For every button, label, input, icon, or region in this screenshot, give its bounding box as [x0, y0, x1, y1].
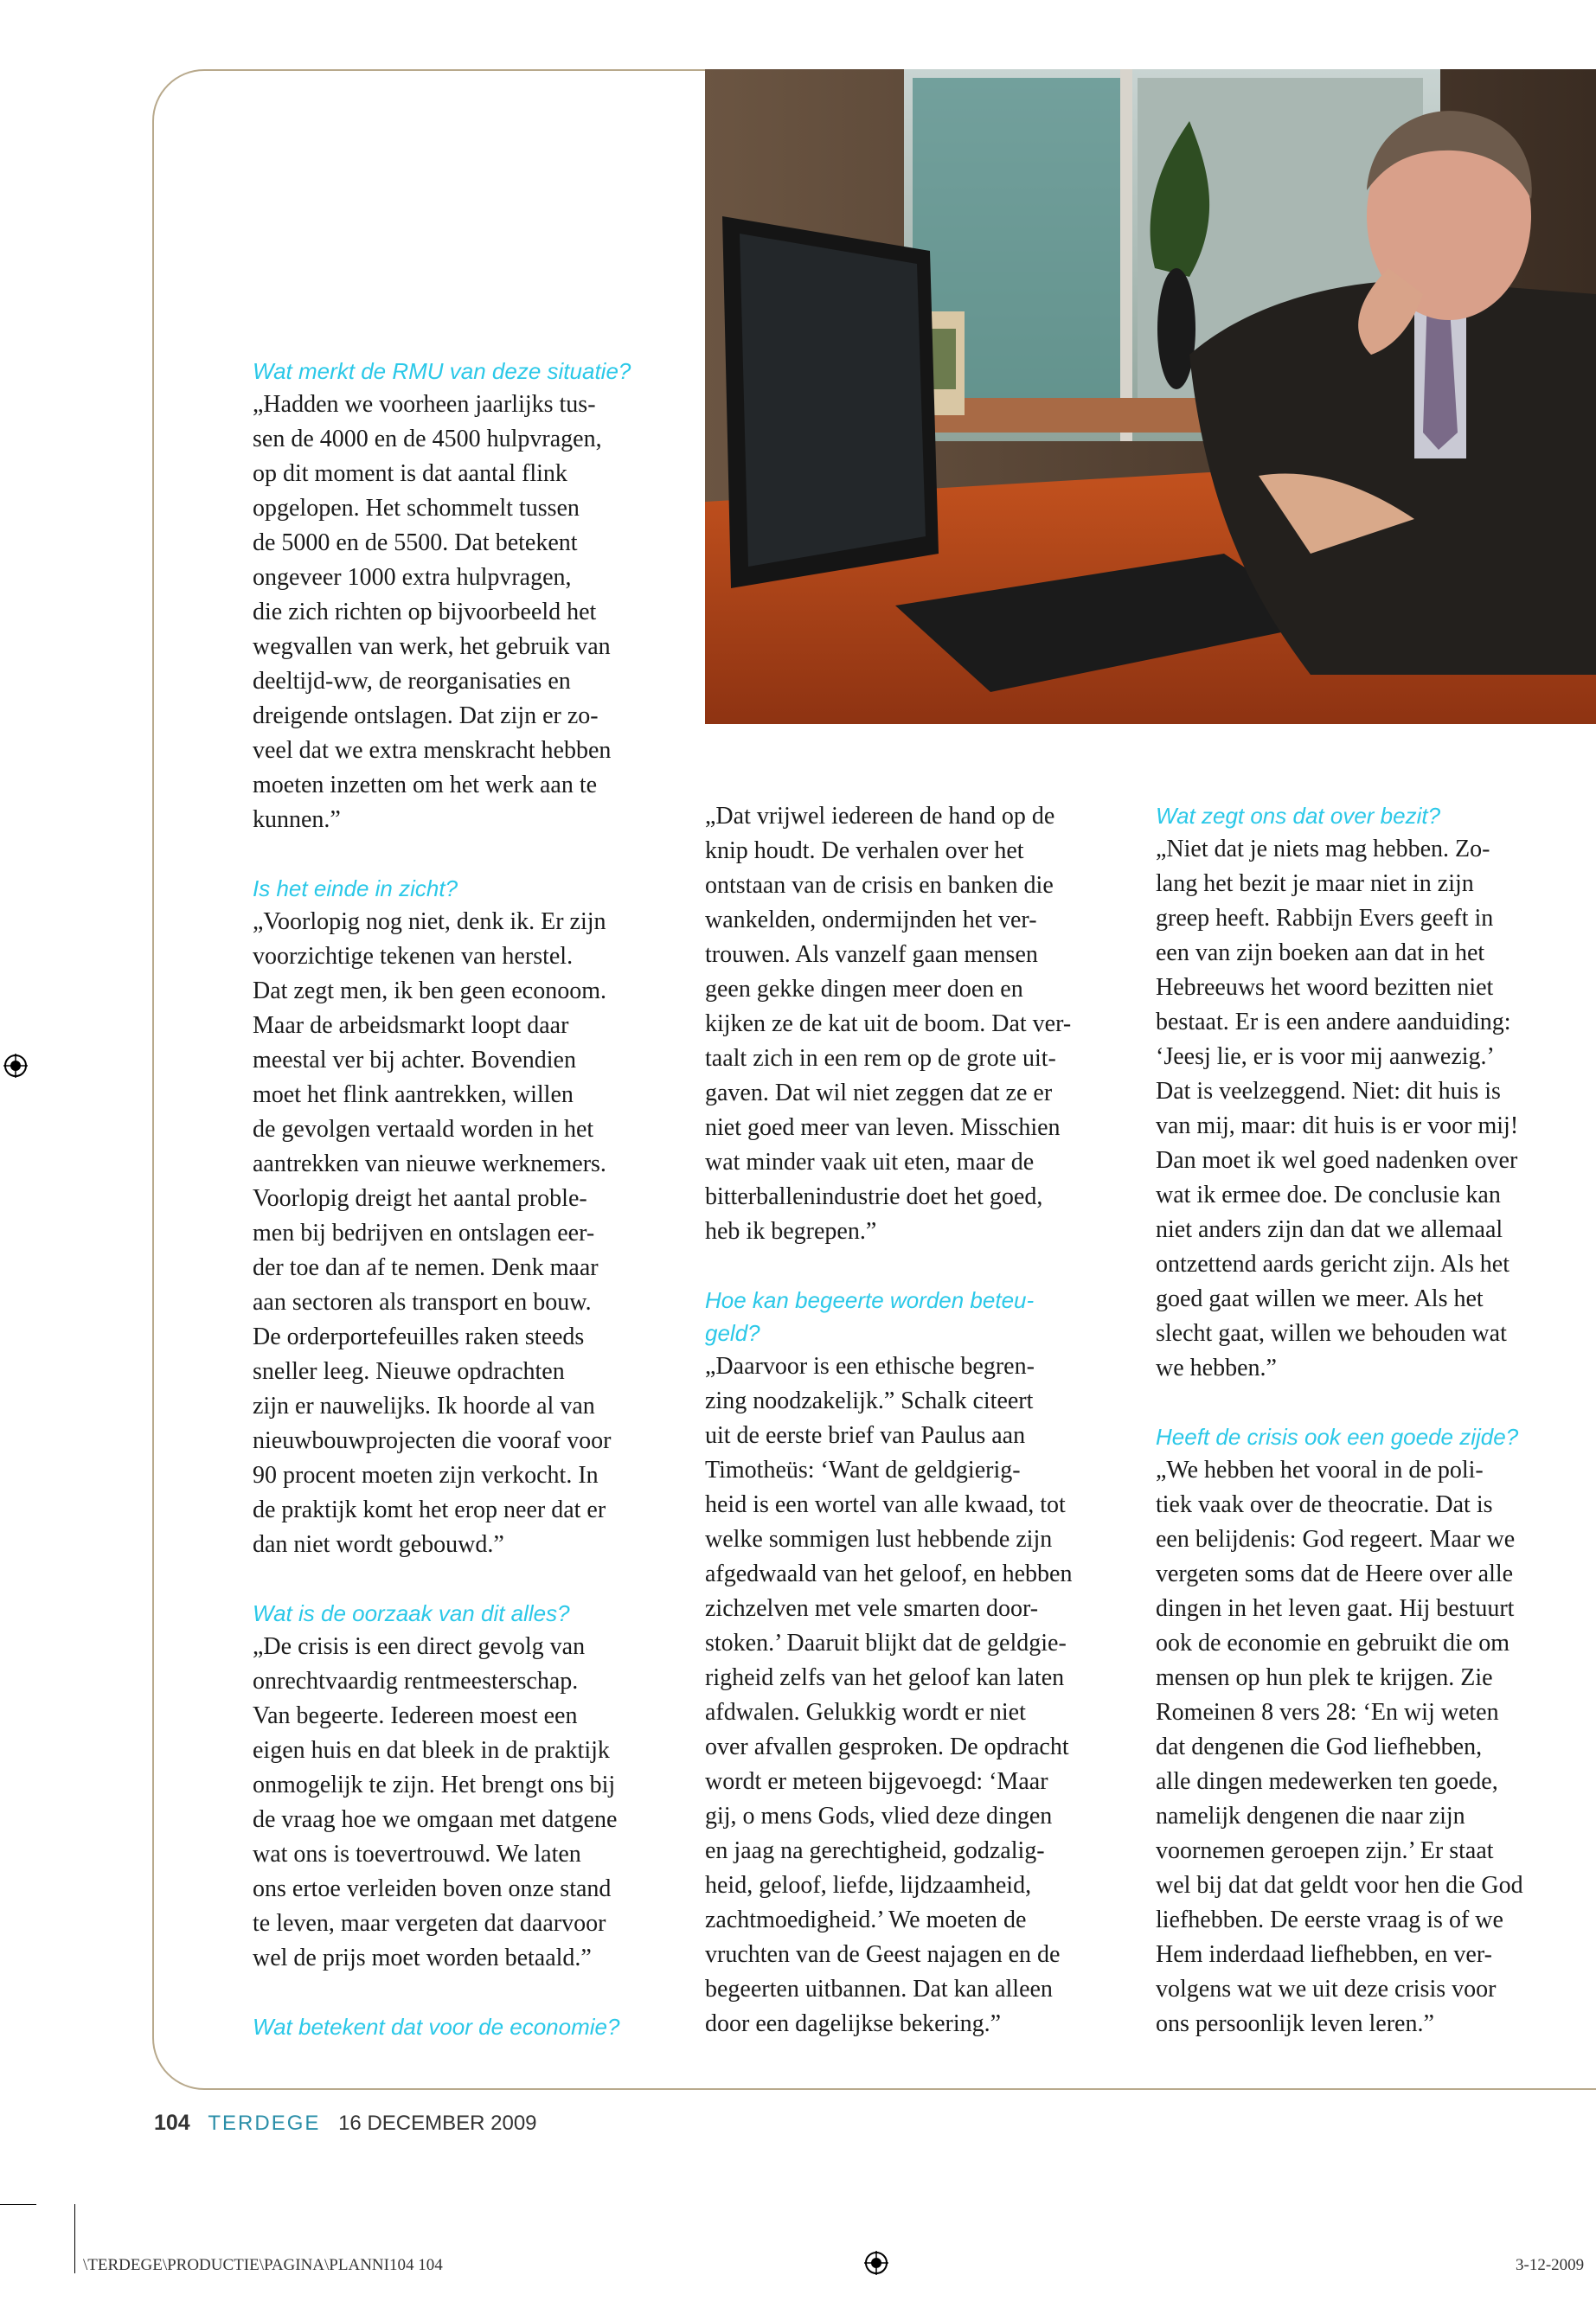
- text-line: de praktijk komt het erop neer dat er: [253, 1497, 606, 1523]
- text-line: dreigende ontslagen. Dat zijn er zo-: [253, 702, 599, 729]
- text-line: niet anders zijn dan dat we allemaal: [1156, 1216, 1503, 1243]
- text-line: de 5000 en de 5500. Dat betekent: [253, 529, 578, 556]
- text-line: gij, o mens Gods, vlied deze dingen: [705, 1803, 1053, 1830]
- text-line: De orderportefeuilles raken steeds: [253, 1324, 585, 1350]
- text-line: ongeveer 1000 extra hulpvragen,: [253, 564, 572, 591]
- text-line: „We hebben het vooral in de poli-: [1156, 1457, 1484, 1484]
- text-line: stoken.’ Daaruit blijkt dat de geldgie-: [705, 1630, 1067, 1657]
- text-line: welke sommigen lust hebbende zijn: [705, 1526, 1053, 1553]
- text-line: begeerten uitbannen. Dat kan alleen: [705, 1976, 1053, 2003]
- text-line: veel dat we extra menskracht hebben: [253, 737, 612, 764]
- text-line: voorzichtige tekenen van herstel.: [253, 943, 574, 970]
- text-line: zing noodzakelijk.” Schalk citeert: [705, 1388, 1034, 1414]
- text-line: namelijk dengenen die naar zijn: [1156, 1803, 1465, 1830]
- print-slug-date: 3-12-2009: [1516, 2256, 1585, 2274]
- text-line: een van zijn boeken aan dat in het: [1156, 939, 1485, 966]
- registration-mark-icon: [864, 2251, 888, 2275]
- text-line: moet het flink aantrekken, willen: [253, 1081, 574, 1108]
- text-line: die zich richten op bijvoorbeeld het: [253, 599, 597, 625]
- text-line: alle dingen medewerken ten goede,: [1156, 1768, 1498, 1795]
- text-line: afgedwaald van het geloof, en hebben: [705, 1561, 1073, 1587]
- text-line: ons persoonlijk leven leren.”: [1156, 2010, 1434, 2037]
- magazine-name: TERDEGE: [208, 2112, 321, 2135]
- article-column-2: [705, 799, 1138, 2041]
- text-line: ‘Jeesj lie, er is voor mij aanwezig.’: [1156, 1043, 1495, 1070]
- text-line: vruchten van de Geest najagen en de: [705, 1941, 1061, 1968]
- text-line: Maar de arbeidsmarkt loopt daar: [253, 1012, 569, 1039]
- text-line: wel de prijs moet worden betaald.”: [253, 1945, 592, 1971]
- text-line: goed gaat willen we meer. Als het: [1156, 1285, 1484, 1312]
- text-line: „Voorlopig nog niet, denk ik. Er zijn: [253, 908, 606, 935]
- text-line: moeten inzetten om het werk aan te: [253, 772, 598, 798]
- text-line: opgelopen. Het schommelt tussen: [253, 495, 580, 522]
- text-line: we hebben.”: [1156, 1355, 1277, 1381]
- text-line: heid, geloof, liefde, lijdzaamheid,: [705, 1872, 1032, 1899]
- page-number: 104: [154, 2111, 190, 2135]
- text-line: volgens wat we uit deze crisis voor: [1156, 1976, 1497, 2003]
- text-line: mensen op hun plek te krijgen. Zie: [1156, 1664, 1493, 1691]
- text-line: zachtmoedigheid.’ We moeten de: [705, 1907, 1027, 1933]
- answer-block: [705, 1349, 1138, 2041]
- answer-block: [253, 905, 685, 1562]
- text-line: knip houdt. De verhalen over het: [705, 837, 1024, 864]
- text-line: aantrekken van nieuwe werknemers.: [253, 1150, 606, 1177]
- text-line: over afvallen gesproken. De opdracht: [705, 1734, 1069, 1760]
- text-line: door een dagelijkse bekering.”: [705, 2010, 1002, 2037]
- question-rmu-situation: Wat merkt de RMU van deze situatie?: [253, 358, 631, 384]
- text-line: onmogelijk te zijn. Het brengt ons bij: [253, 1772, 616, 1798]
- print-slug-path: \TERDEGE\PRODUCTIE\PAGINA\PLANNI104 104: [83, 2256, 443, 2274]
- text-line: ook de economie en gebruikt die om: [1156, 1630, 1509, 1657]
- text-line: zijn er nauwelijks. Ik hoorde al van: [253, 1393, 595, 1420]
- crop-mark: [0, 2204, 36, 2205]
- text-line: dat dengenen die God liefhebben,: [1156, 1734, 1483, 1760]
- text-line: Hoe kan begeerte worden beteu-: [705, 1287, 1035, 1313]
- text-line: dingen in het leven gaat. Hij bestuurt: [1156, 1595, 1515, 1622]
- text-line: afdwalen. Gelukkig wordt er niet: [705, 1699, 1026, 1726]
- text-line: Dat zegt men, ik ben geen econoom.: [253, 977, 606, 1004]
- text-line: wel bij dat dat geldt voor hen die God: [1156, 1872, 1523, 1899]
- crop-mark: [74, 2204, 75, 2273]
- text-line: gaven. Dat wil niet zeggen dat ze er: [705, 1080, 1053, 1106]
- text-line: der toe dan af te nemen. Denk maar: [253, 1254, 599, 1281]
- question-economy: Wat betekent dat voor de economie?: [253, 2014, 620, 2040]
- text-line: vergeten soms dat de Heere over alle: [1156, 1561, 1514, 1587]
- text-line: te leven, maar vergeten dat daarvoor: [253, 1910, 606, 1937]
- text-line: niet goed meer van leven. Misschien: [705, 1114, 1061, 1141]
- text-line: righeid zelfs van het geloof kan laten: [705, 1664, 1065, 1691]
- text-line: sneller leeg. Nieuwe opdrachten: [253, 1358, 565, 1385]
- text-line: wat ik ermee doe. De conclusie kan: [1156, 1182, 1501, 1208]
- article-column-1: [253, 355, 685, 2043]
- text-line: op dit moment is dat aantal flink: [253, 460, 567, 487]
- text-line: greep heeft. Rabbijn Evers geeft in: [1156, 905, 1494, 932]
- text-line: van mij, maar: dit huis is er voor mij!: [1156, 1112, 1519, 1139]
- text-line: wat ons is toevertrouwd. We laten: [253, 1841, 581, 1868]
- text-line: bestaat. Er is een andere aanduiding:: [1156, 1009, 1511, 1035]
- text-line: Voorlopig dreigt het aantal proble-: [253, 1185, 587, 1212]
- page-footer: [154, 2111, 537, 2136]
- photo-illustration: [705, 69, 1596, 724]
- text-line: en jaag na gerechtigheid, godzalig-: [705, 1837, 1045, 1864]
- text-line: „Niet dat je niets mag hebben. Zo-: [1156, 836, 1490, 862]
- text-line: wordt er meteen bijgevoegd: ‘Maar: [705, 1768, 1048, 1795]
- text-line: Dan moet ik wel goed nadenken over: [1156, 1147, 1518, 1174]
- text-line: voornemen geroepen zijn.’ Er staat: [1156, 1837, 1494, 1864]
- question-cause: Wat is de oorzaak van dit alles?: [253, 1600, 570, 1626]
- answer-block: [253, 1630, 685, 1976]
- text-line: lang het bezit je maar niet in zijn: [1156, 870, 1474, 897]
- text-line: geen gekke dingen meer doen en: [705, 976, 1023, 1003]
- text-line: bitterballenindustrie doet het goed,: [705, 1183, 1043, 1210]
- text-line: een belijdenis: God regeert. Maar we: [1156, 1526, 1516, 1553]
- answer-block: [1156, 1453, 1588, 2041]
- text-line: Timotheüs: ‘Want de geldgierig-: [705, 1457, 1021, 1484]
- text-line: geld?: [705, 1320, 760, 1346]
- text-line: „Hadden we voorheen jaarlijks tus-: [253, 391, 596, 418]
- text-line: Van begeerte. Iedereen moest een: [253, 1702, 578, 1729]
- question-possessions: Wat zegt ons dat over bezit?: [1156, 803, 1441, 829]
- question-good-side: Heeft de crisis ook een goede zijde?: [1156, 1424, 1519, 1450]
- text-line: de gevolgen vertaald worden in het: [253, 1116, 594, 1143]
- text-line: ontstaan van de crisis en banken die: [705, 872, 1054, 899]
- text-line: wat minder vaak uit eten, maar de: [705, 1149, 1035, 1176]
- text-line: heid is een wortel van alle kwaad, tot: [705, 1491, 1066, 1518]
- text-line: wegvallen van werk, het gebruik van: [253, 633, 611, 660]
- text-line: sen de 4000 en de 4500 hulpvragen,: [253, 426, 602, 452]
- text-line: „Daarvoor is een ethische begren-: [705, 1353, 1035, 1380]
- text-line: taalt zich in een rem op de grote uit-: [705, 1045, 1056, 1072]
- text-line: meestal ver bij achter. Bovendien: [253, 1047, 576, 1074]
- text-line: uit de eerste brief van Paulus aan: [705, 1422, 1026, 1449]
- text-line: nieuwbouwprojecten die vooraf voor: [253, 1427, 612, 1454]
- text-line: kijken ze de kat uit de boom. Dat ver-: [705, 1010, 1072, 1037]
- text-line: aan sectoren als transport en bouw.: [253, 1289, 592, 1316]
- text-line: Hebreeuws het woord bezitten niet: [1156, 974, 1494, 1001]
- text-line: tiek vaak over de theocratie. Dat is: [1156, 1491, 1493, 1518]
- text-line: de vraag hoe we omgaan met datgene: [253, 1806, 618, 1833]
- text-line: Dat is veelzeggend. Niet: dit huis is: [1156, 1078, 1501, 1105]
- text-line: Romeinen 8 vers 28: ‘En wij weten: [1156, 1699, 1499, 1726]
- text-line: heb ik begrepen.”: [705, 1218, 877, 1245]
- text-line: onrechtvaardig rentmeesterschap.: [253, 1668, 579, 1695]
- registration-mark-icon: [3, 1054, 28, 1078]
- answer-block: [705, 799, 1138, 1249]
- text-line: dan niet wordt gebouwd.”: [253, 1531, 504, 1558]
- text-line: „De crisis is een direct gevolg van: [253, 1633, 586, 1660]
- text-line: eigen huis en dat bleek in de praktijk: [253, 1737, 610, 1764]
- text-line: 90 procent moeten zijn verkocht. In: [253, 1462, 599, 1489]
- text-line: „Dat vrijwel iedereen de hand op de: [705, 803, 1055, 830]
- text-line: ontzettend aards gericht zijn. Als het: [1156, 1251, 1509, 1278]
- text-line: liefhebben. De eerste vraag is of we: [1156, 1907, 1503, 1933]
- question-curb-greed: [705, 1284, 1138, 1349]
- answer-block: [253, 388, 685, 837]
- text-line: Hem inderdaad liefhebben, en ver-: [1156, 1941, 1492, 1968]
- text-line: wankelden, ondermijnden het ver-: [705, 907, 1037, 933]
- issue-date: 16 DECEMBER 2009: [338, 2112, 537, 2135]
- text-line: zichzelven met vele smarten door-: [705, 1595, 1039, 1622]
- text-line: ons ertoe verleiden boven onze stand: [253, 1875, 612, 1902]
- text-line: trouwen. Als vanzelf gaan mensen: [705, 941, 1038, 968]
- man-at-computer-photo: [705, 69, 1596, 724]
- text-line: deeltijd-ww, de reorganisaties en: [253, 668, 571, 695]
- answer-block: [1156, 832, 1588, 1386]
- text-line: slecht gaat, willen we behouden wat: [1156, 1320, 1507, 1347]
- text-line: men bij bedrijven en ontslagen eer-: [253, 1220, 595, 1247]
- question-end-in-sight: Is het einde in zicht?: [253, 875, 458, 901]
- article-column-3: [1156, 799, 1588, 2041]
- text-line: kunnen.”: [253, 806, 341, 833]
